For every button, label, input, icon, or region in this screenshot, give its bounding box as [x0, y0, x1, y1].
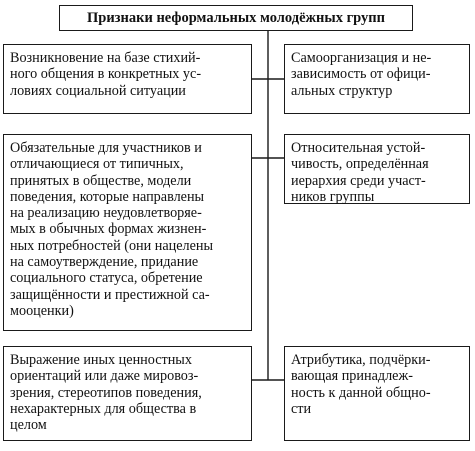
feature-box-left-1: Возникновение на базе стихий- ного общения в конкретных ус- ловиях социальной ситуации: [3, 44, 252, 114]
feature-box-right-2: Относительная устой- чивость, определённая иерархия среди участ- ников группы: [284, 134, 470, 204]
feature-box-left-3: Выражение иных ценностных ориентаций или даже мировоз- зрения, стереотипов поведения, нехарактерных для общества в целом: [3, 346, 252, 441]
feature-box-left-2: Обязательные для участников и отличающиеся от типичных, принятых в обществе, модели поведения, которые направлены на реализацию неудовлетворяе- мых в обычных формах жизнен- ных потребностей (они нацелены на самоутверждение, придание социального статуса, обретение защищённости и престижной са- мооценки): [3, 134, 252, 331]
feature-box-right-3: Атрибутика, подчёрки- вающая принадлеж- ность к данной общно- сти: [284, 346, 470, 441]
diagram-title: Признаки неформальных молодёжных групп: [59, 5, 413, 31]
feature-box-right-1: Самоорганизация и не- зависимость от офици- альных структур: [284, 44, 470, 114]
